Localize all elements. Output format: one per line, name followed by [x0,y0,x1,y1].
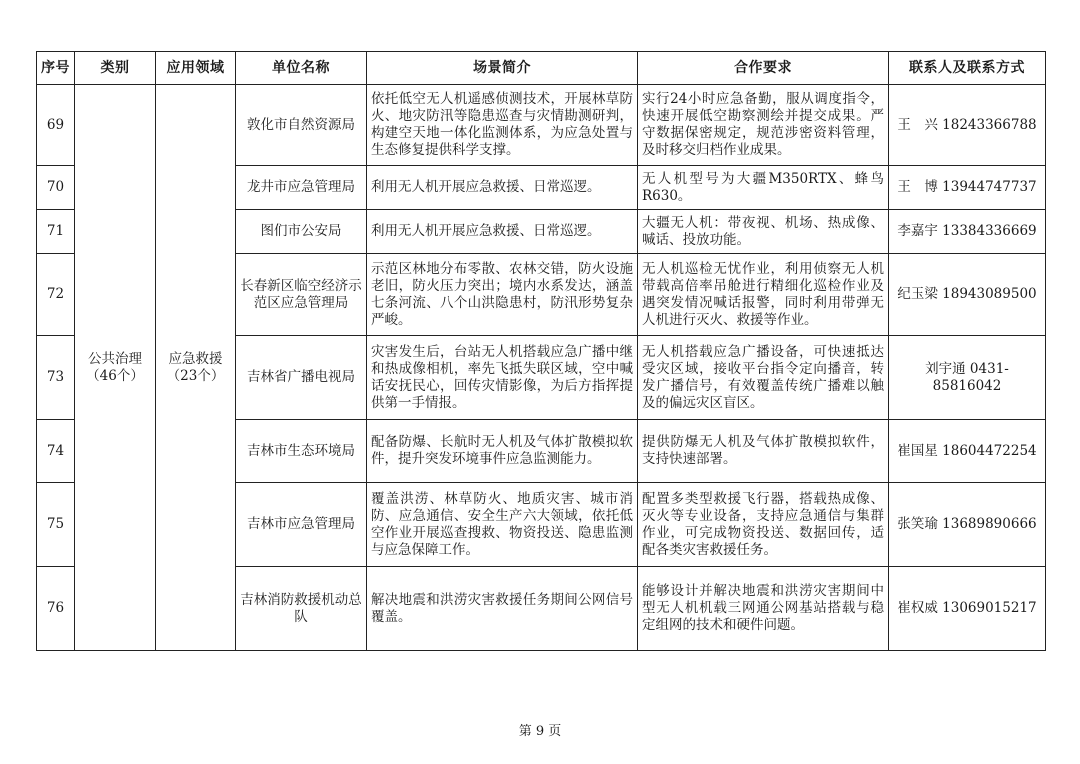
contact-info: 崔权威 13069015217 [889,567,1046,651]
table-row [37,85,1046,166]
header-contact: 联系人及联系方式 [889,52,1046,85]
cooperation-requirement: 实行24小时应急备勤，服从调度指令，快速开展低空勘察测绘并提交成果。严守数据保密规定，规范涉密资料管理，及时移交归档作业成果。 [638,85,889,166]
cooperation-requirement: 无人机巡检无忧作业，利用侦察无人机带载高倍率吊舱进行精细化巡检作业及遇突发情况喊话报警，同时利用带弹无人机进行灭火、救援等作业。 [638,254,889,336]
cooperation-requirement: 无人机搭载应急广播设备，可快速抵达受灾区域，接收平台指令定向播音，转发广播信号，有效覆盖传统广播难以触及的偏远灾区盲区。 [638,336,889,420]
unit-name: 图们市公安局 [236,210,367,254]
header-unit: 单位名称 [236,52,367,85]
cooperation-requirement: 无人机型号为大疆M350RTX、蜂鸟R630。 [638,166,889,210]
header-scene: 场景简介 [367,52,638,85]
cooperation-requirement: 大疆无人机：带夜视、机场、热成像、喊话、投放功能。 [638,210,889,254]
row-number: 71 [37,210,75,254]
cooperation-requirement: 提供防爆无人机及气体扩散模拟软件，支持快速部署。 [638,420,889,483]
data-table [36,51,1046,651]
scene-description: 示范区林地分布零散、农林交错，防火设施老旧，防火压力突出；境内水系发达，涵盖七条河流、八个山洪隐患村，防汛形势复杂严峻。 [367,254,638,336]
scene-description: 利用无人机开展应急救援、日常巡逻。 [367,166,638,210]
header-requirement: 合作要求 [638,52,889,85]
header-no: 序号 [37,52,75,85]
page-number: 第 9 页 [518,724,562,739]
unit-name: 吉林消防救援机动总队 [236,567,367,651]
contact-info: 王 博 13944747737 [889,166,1046,210]
unit-name: 吉林市应急管理局 [236,483,367,567]
row-number: 72 [37,254,75,336]
header-field: 应用领域 [156,52,236,85]
contact-info: 纪玉梁 18943089500 [889,254,1046,336]
unit-name: 吉林省广播电视局 [236,336,367,420]
header-row [37,52,1046,85]
cooperation-requirement: 能够设计并解决地震和洪涝灾害期间中型无人机机载三网通公网基站搭载与稳定组网的技术和硬件问题。 [638,567,889,651]
category-cell [75,85,156,651]
unit-name: 龙井市应急管理局 [236,166,367,210]
row-number: 75 [37,483,75,567]
contact-info: 王 兴 18243366788 [889,85,1046,166]
unit-name: 吉林市生态环境局 [236,420,367,483]
scene-description: 解决地震和洪涝灾害救援任务期间公网信号覆盖。 [367,567,638,651]
scene-description: 利用无人机开展应急救援、日常巡逻。 [367,210,638,254]
row-number: 73 [37,336,75,420]
field-count: （23个） [166,367,225,384]
cooperation-requirement: 配置多类型救援飞行器，搭载热成像、灭火等专业设备，支持应急通信与集群作业，可完成物资投送、数据回传，适配各类灾害救援任务。 [638,483,889,567]
contact-info: 崔国星 18604472254 [889,420,1046,483]
category-name: 公共治理 [88,350,142,367]
row-number: 70 [37,166,75,210]
row-number: 76 [37,567,75,651]
field-name: 应急救援 [168,350,223,367]
category-count: （46个） [86,367,144,384]
contact-info: 李嘉宇 13384336669 [889,210,1046,254]
scene-description: 依托低空无人机遥感侦测技术，开展林草防火、地灾防汛等隐患巡查与灾情勘测研判，构建空天地一体化监测体系，为应急处置与生态修复提供科学支撑。 [367,85,638,166]
row-number: 74 [37,420,75,483]
row-number: 69 [37,85,75,166]
unit-name: 敦化市自然资源局 [236,85,367,166]
header-category: 类别 [75,52,156,85]
scene-description: 覆盖洪涝、林草防火、地质灾害、城市消防、应急通信、安全生产六大领域，依托低空作业开展巡查搜救、物资投送、隐患监测与应急保障工作。 [367,483,638,567]
field-cell [156,85,236,651]
scene-description: 灾害发生后，台站无人机搭载应急广播中继和热成像相机，率先飞抵失联区域，空中喊话安抚民心，回传灾情影像，为后方指挥提供第一手情报。 [367,336,638,420]
scene-description: 配备防爆、长航时无人机及气体扩散模拟软件，提升突发环境事件应急监测能力。 [367,420,638,483]
contact-info: 刘宇通 0431-85816042 [889,336,1046,420]
contact-info: 张笑瑜 13689890666 [889,483,1046,567]
unit-name: 长春新区临空经济示范区应急管理局 [236,254,367,336]
